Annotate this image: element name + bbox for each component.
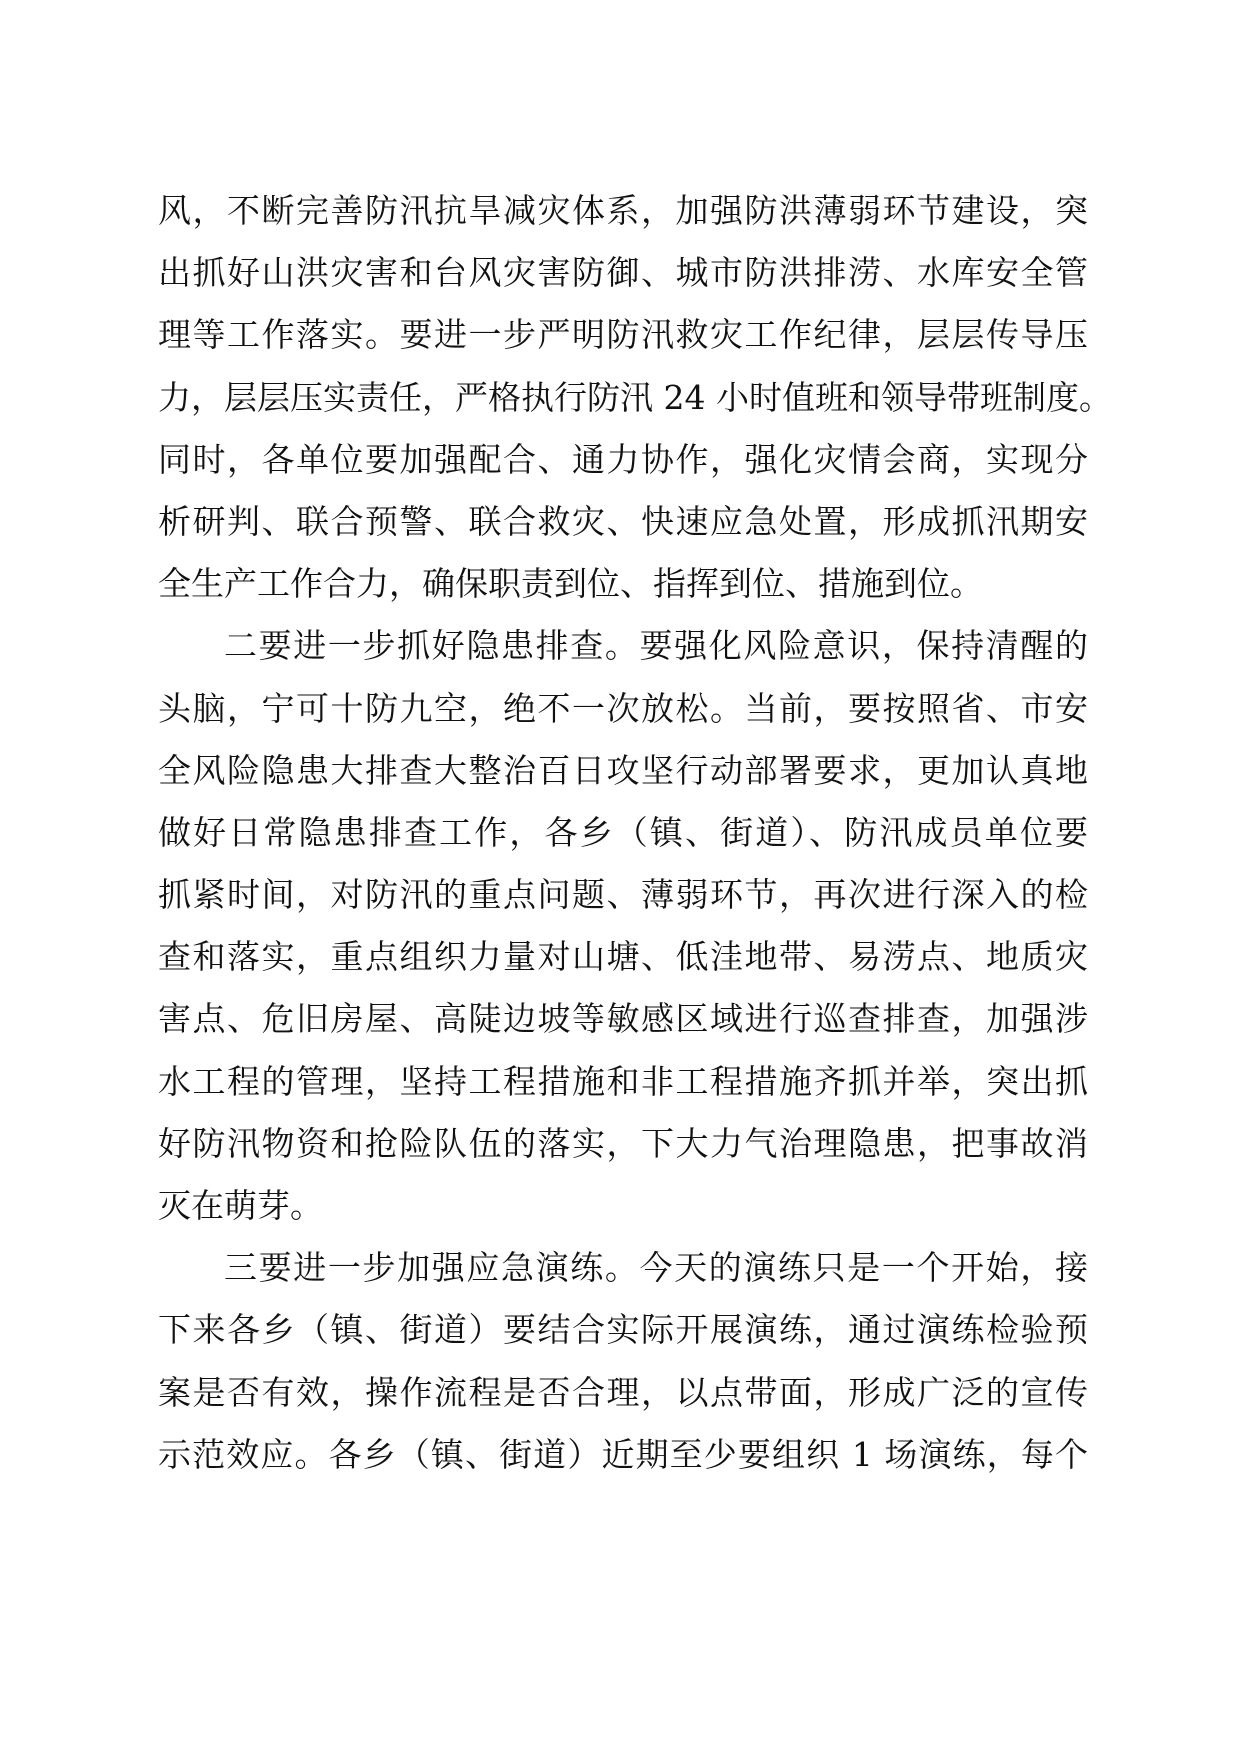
body-text bbox=[158, 180, 1112, 1486]
text-line: 同时，各单位要加强配合、通力协作，强化灾情会商，实现分 bbox=[158, 439, 1088, 479]
text-line: 灭在萌芽。 bbox=[158, 1186, 323, 1225]
text-line: 害点、危旧房屋、高陡边坡等敏感区域进行巡查排查，加强涉 bbox=[158, 999, 1088, 1039]
paragraph-start-line: 三要进一步加强应急演练。今天的演练只是一个开始，接 bbox=[224, 1248, 1088, 1288]
text-line: 水工程的管理，坚持工程措施和非工程措施齐抓并举，突出抓 bbox=[158, 1061, 1088, 1101]
text-line: 析研判、联合预警、联合救灾、快速应急处置，形成抓汛期安 bbox=[158, 501, 1088, 541]
text-line: 抓紧时间，对防汛的重点问题、薄弱环节，再次进行深入的检 bbox=[158, 875, 1088, 915]
text-line: 力，层层压实责任，严格执行防汛 24 小时值班和领导带班制度。 bbox=[158, 377, 1112, 417]
text-line: 查和落实，重点组织力量对山塘、低洼地带、易涝点、地质灾 bbox=[158, 937, 1088, 977]
text-line: 全风险隐患大排查大整治百日攻坚行动部署要求，更加认真地 bbox=[158, 750, 1088, 790]
text-line: 头脑，宁可十防九空，绝不一次放松。当前，要按照省、市安 bbox=[158, 688, 1088, 728]
text-line: 全生产工作合力，确保职责到位、指挥到位、措施到位。 bbox=[158, 564, 983, 604]
text-line: 做好日常隐患排查工作，各乡（镇、街道）、防汛成员单位要 bbox=[158, 812, 1088, 852]
text-line: 风，不断完善防汛抗旱减灾体系，加强防洪薄弱环节建设，突 bbox=[158, 191, 1088, 230]
text-line: 下来各乡（镇、街道）要结合实际开展演练，通过演练检验预 bbox=[158, 1310, 1088, 1350]
text-line: 案是否有效，操作流程是否合理，以点带面，形成广泛的宣传 bbox=[158, 1372, 1088, 1412]
text-line: 好防汛物资和抢险队伍的落实，下大力气治理隐患，把事故消 bbox=[158, 1123, 1088, 1163]
text-line: 理等工作落实。要进一步严明防汛救灾工作纪律，层层传导压 bbox=[158, 315, 1088, 355]
text-line: 示范效应。各乡（镇、街道）近期至少要组织 1 场演练，每个 bbox=[158, 1434, 1088, 1474]
paragraph-start-line: 二要进一步抓好隐患排查。要强化风险意识，保持清醒的 bbox=[224, 626, 1088, 666]
text-line: 出抓好山洪灾害和台风灾害防御、城市防洪排涝、水库安全管 bbox=[158, 253, 1088, 293]
